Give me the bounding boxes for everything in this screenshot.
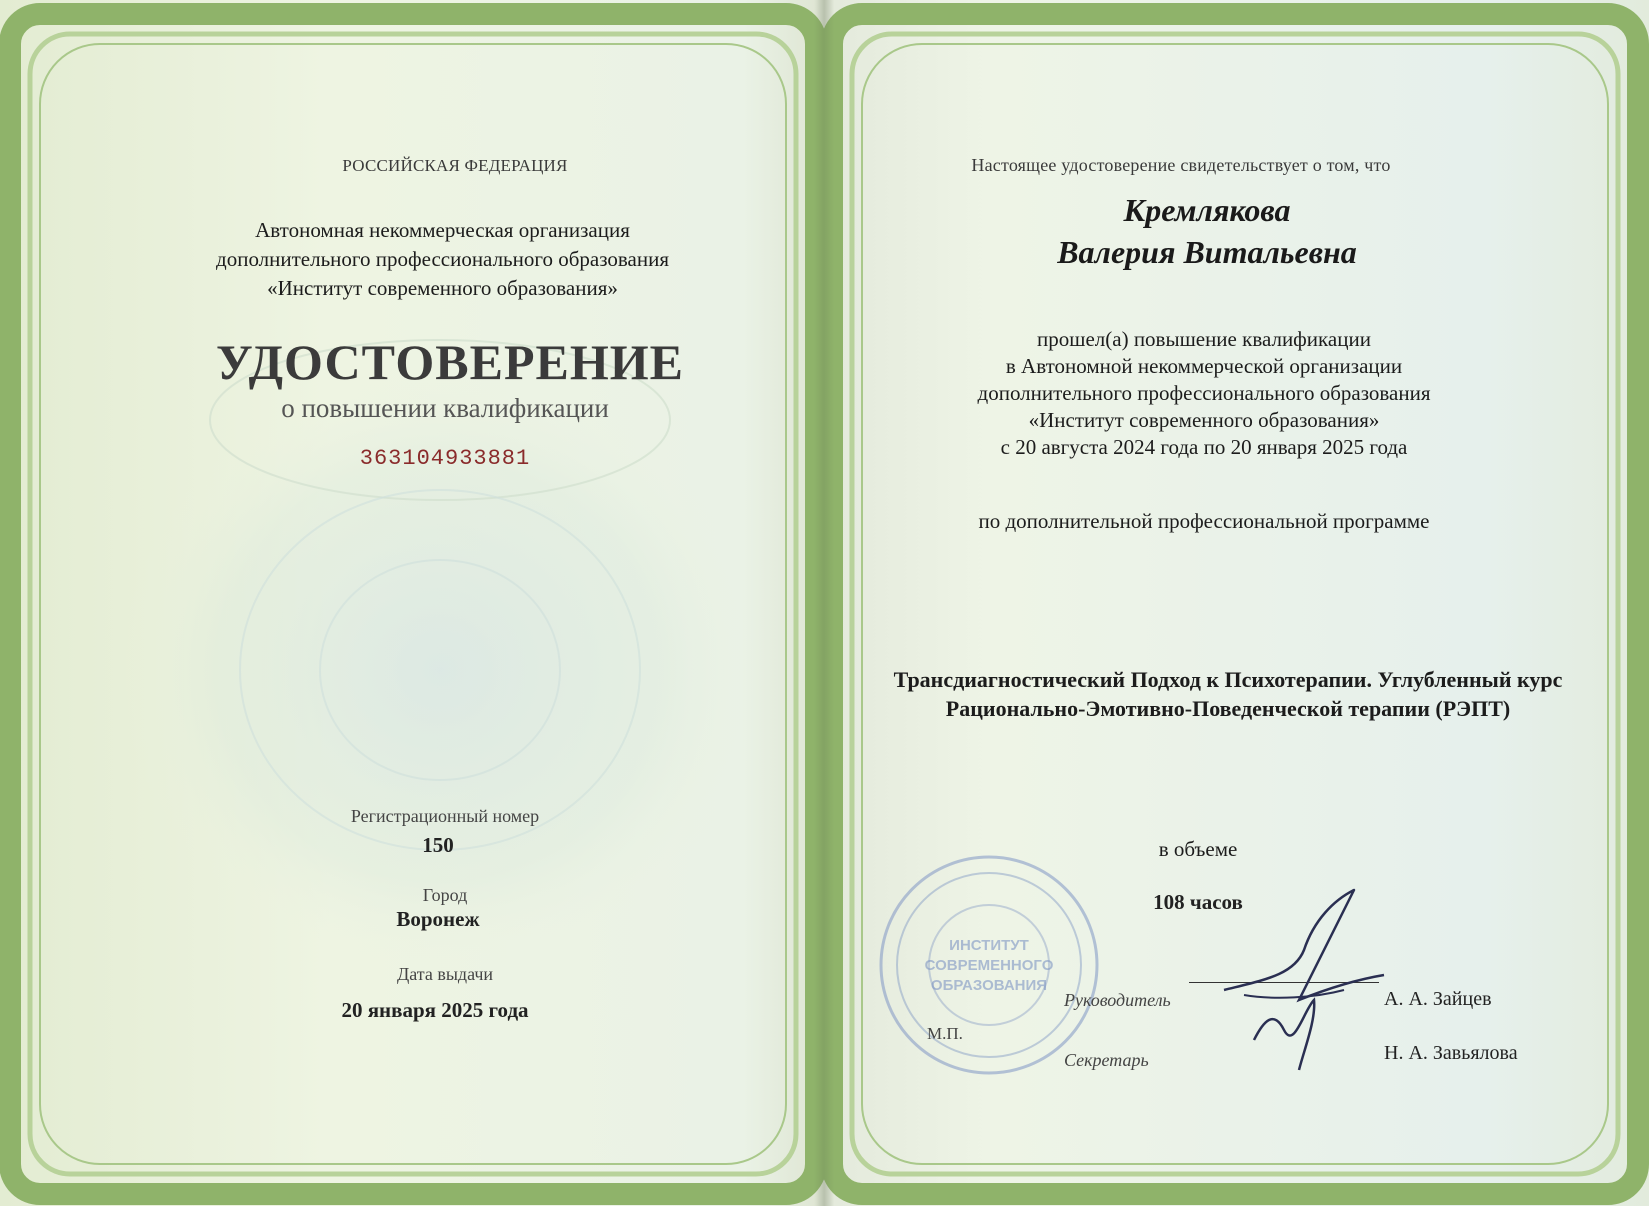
program-title xyxy=(824,665,1632,723)
body-line: прошел(а) повышение квалификации xyxy=(1037,327,1371,351)
serial-number: 363104933881 xyxy=(359,446,531,471)
holder-surname: Кремлякова xyxy=(1123,192,1291,228)
document-title: УДОСТОВЕРЕНИЕ xyxy=(216,334,684,390)
stamp-abbreviation: М.П. xyxy=(927,1024,963,1043)
city-label: Город xyxy=(422,885,468,905)
org-line: Автономная некоммерческая организация xyxy=(255,218,630,242)
stamp-line: ОБРАЗОВАНИЯ xyxy=(930,977,1048,994)
head-name: А. А. Зайцев xyxy=(1384,988,1492,1010)
document-subtitle: о повышении квалификации xyxy=(281,393,609,423)
handwritten-signatures xyxy=(1204,880,1404,1080)
book-spine xyxy=(814,0,834,1206)
right-page xyxy=(824,0,1649,1206)
registration-number: 150 xyxy=(422,833,454,857)
secretary-name: Н. А. Завьялова xyxy=(1384,1042,1518,1064)
city-value: Воронеж xyxy=(396,907,480,931)
left-page xyxy=(0,0,824,1206)
intro-text: Настоящее удостоверение свидетельствует о том, что xyxy=(971,155,1391,175)
org-line: «Институт современного образования» xyxy=(267,276,618,300)
training-description xyxy=(824,326,1584,461)
institute-stamp xyxy=(874,850,1104,1080)
head-role-label: Руководитель xyxy=(1064,990,1171,1010)
program-line: Рационально-Эмотивно-Поведенческой терапии (РЭПТ) xyxy=(945,696,1511,721)
body-line: в Автономной некоммерческой организации xyxy=(1005,354,1403,378)
volume-value: 108 часов xyxy=(1153,890,1243,914)
stamp-line: СОВРЕМЕННОГО xyxy=(924,957,1054,974)
holder-given-names: Валерия Витальевна xyxy=(1057,234,1357,270)
left-ornamental-frame xyxy=(0,0,824,1206)
body-line: дополнительного профессионального образования xyxy=(977,381,1431,405)
issue-date-label: Дата выдачи xyxy=(396,964,494,984)
body-line: с 20 августа 2024 года по 20 января 2025 года xyxy=(1000,435,1408,459)
organization-name xyxy=(0,216,824,303)
program-line: Трансдиагностический Подход к Психотерапии. Углубленный курс xyxy=(893,667,1563,692)
stamp-line: ИНСТИТУТ xyxy=(949,937,1029,954)
country-name: РОССИЙСКАЯ ФЕДЕРАЦИЯ xyxy=(342,156,568,175)
org-line: дополнительного профессионального образования xyxy=(216,247,669,271)
volume-label: в объеме xyxy=(1158,837,1238,861)
issue-date-value: 20 января 2025 года xyxy=(341,998,529,1022)
secretary-role-label: Секретарь xyxy=(1064,1050,1149,1070)
registration-label: Регистрационный номер xyxy=(350,806,540,826)
body-line: «Институт современного образования» xyxy=(1028,408,1380,432)
program-intro: по дополнительной профессиональной программе xyxy=(978,509,1430,533)
